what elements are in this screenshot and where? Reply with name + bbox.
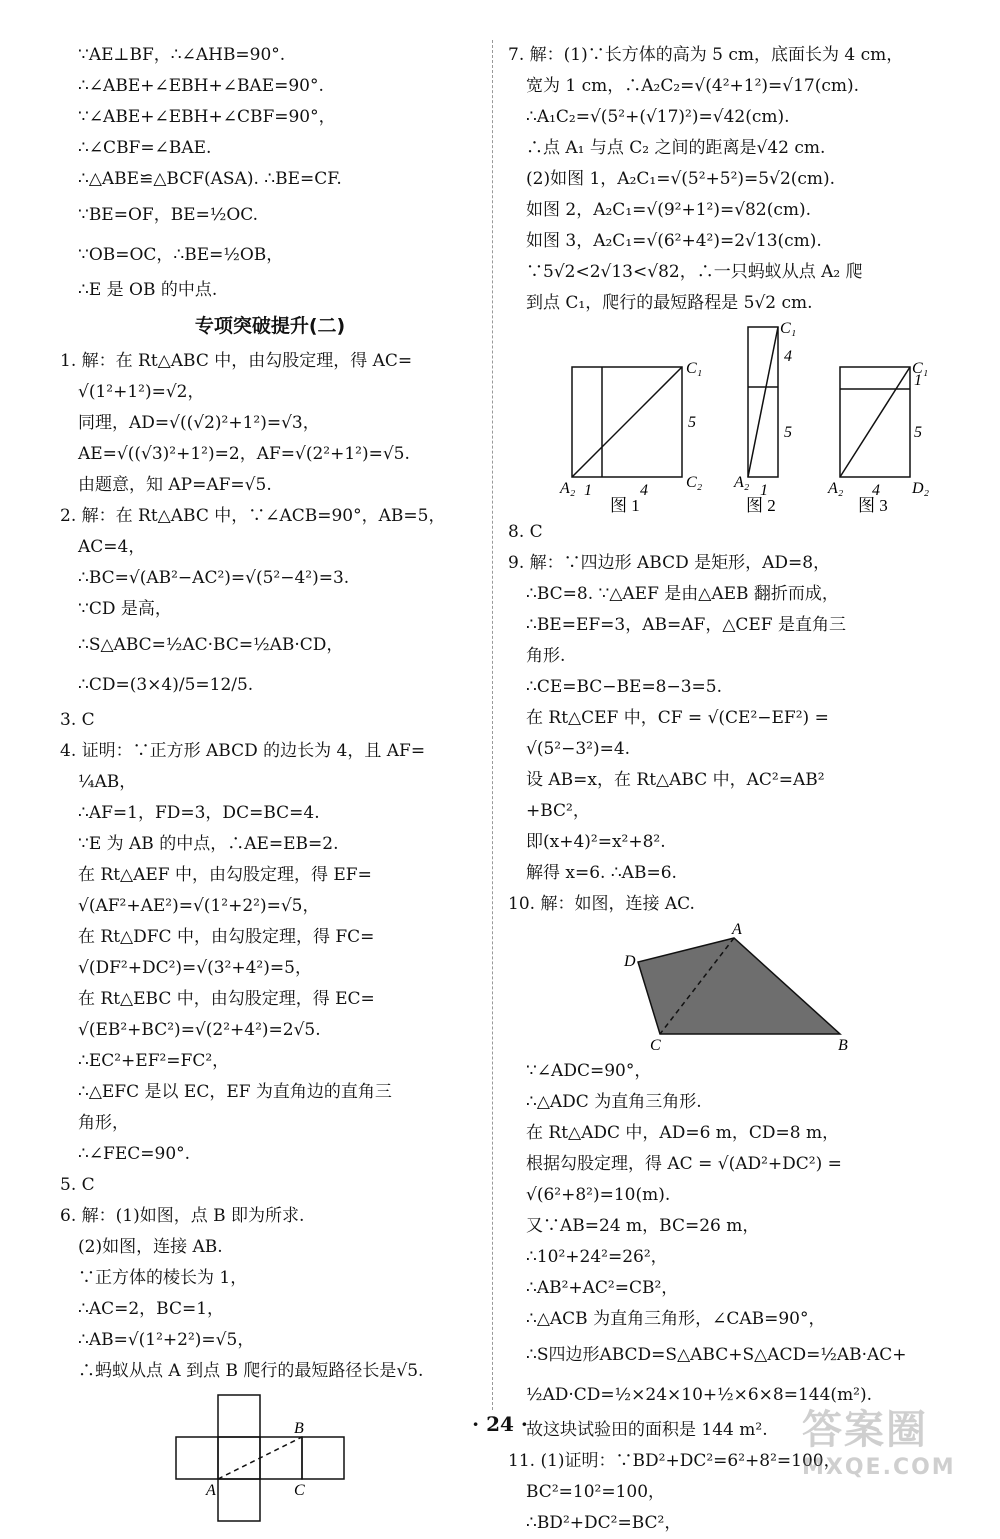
fig2-label: C₁ xyxy=(780,320,797,337)
text-line: ∵BE=OF，BE=½OC. xyxy=(78,205,259,225)
quadrilateral-abcd xyxy=(638,938,840,1034)
text-line: BC²=10²=100， xyxy=(526,1482,666,1502)
net-square xyxy=(218,1479,260,1521)
net-square xyxy=(218,1437,260,1479)
text-line: ∴CD=(3×4)/5=12/5. xyxy=(78,675,254,695)
column-divider xyxy=(492,40,493,1410)
text-line: √(AF²+AE²)=√(1²+2²)=√5， xyxy=(78,896,320,916)
fig3-label: 1 xyxy=(914,372,922,389)
text-line: ∵OB=OC，∴BE=½OB， xyxy=(78,245,284,265)
text-line: ∵5√2<2√13<√82，∴一只蚂蚁从点 A₂ 爬 xyxy=(526,262,863,282)
text-line: ∴△ACB 为直角三角形，∠CAB=90°， xyxy=(526,1309,826,1329)
net-square xyxy=(176,1437,218,1479)
right-column xyxy=(508,40,940,1539)
text-line: 故这块试验田的面积是 144 m². xyxy=(526,1420,768,1440)
text-line: +BC²， xyxy=(526,801,590,821)
text-line: ½AD·CD=½×24×10+½×6×8=144(m²). xyxy=(526,1385,873,1405)
text-line: √(6²+8²)=10(m). xyxy=(526,1185,671,1205)
fig1-caption: 图 1 xyxy=(610,496,640,515)
text-line: √(DF²+DC²)=√(3²+4²)=5， xyxy=(78,958,312,978)
text-line: 在 Rt△DFC 中，由勾股定理，得 FC= xyxy=(78,927,375,947)
net-square xyxy=(302,1437,344,1479)
fig3-label: A₂ xyxy=(828,480,844,497)
text-line: ∴∠FEC=90°. xyxy=(78,1144,191,1164)
text-line: 如图 3，A₂C₁=√(6²+4²)=2√13(cm). xyxy=(526,231,822,251)
cuboid-unfolding-figures xyxy=(524,320,930,515)
text-line: ∴10²+24²=26²， xyxy=(526,1247,668,1267)
point-a-label: A xyxy=(732,921,742,938)
point-b-label: B xyxy=(838,1037,848,1054)
text-line: ¼AB， xyxy=(78,772,137,792)
fig3-label: 4 xyxy=(872,482,880,499)
text-line: 6. 解：(1)如图，点 B 即为所求. xyxy=(60,1206,305,1226)
text-line: 4. 证明：∵正方形 ABCD 的边长为 4，且 AF= xyxy=(60,741,426,761)
text-line: ∴A₁C₂=√(5²+(√17)²)=√42(cm). xyxy=(526,107,790,127)
text-line: ∴∠ABE+∠EBH+∠BAE=90°. xyxy=(78,76,324,96)
text-line: ∴△ADC 为直角三角形. xyxy=(526,1092,702,1112)
text-line: 8. C xyxy=(508,522,543,542)
fig3-caption: 图 3 xyxy=(858,496,888,515)
text-line: √(EB²+BC²)=√(2²+4²)=2√5. xyxy=(78,1020,321,1040)
fig3-diagonal xyxy=(840,367,910,477)
text-line: 如图 2，A₂C₁=√(9²+1²)=√82(cm). xyxy=(526,200,811,220)
text-line: 解得 x=6. ∴AB=6. xyxy=(526,863,677,883)
text-line: 根据勾股定理，得 AC = √(AD²+DC²) = xyxy=(526,1154,842,1174)
text-line: ∵AE⊥BF，∴∠AHB=90°. xyxy=(78,45,286,65)
text-line: ∵E 为 AB 的中点，∴AE=EB=2. xyxy=(78,834,339,854)
text-line: ∴S△ABC=½AC·BC=½AB·CD， xyxy=(78,635,344,655)
text-line: 到点 C₁，爬行的最短路程是 5√2 cm. xyxy=(526,293,813,313)
fig2-label: 5 xyxy=(784,424,792,441)
watermark-top: 答案圈 xyxy=(802,1407,928,1453)
point-b-label: B xyxy=(294,1420,304,1437)
text-line: 设 AB=x，在 Rt△ABC 中，AC²=AB² xyxy=(526,770,825,790)
fig2-caption: 图 2 xyxy=(746,496,776,515)
text-line: ∴△ABE≌△BCF(ASA). ∴BE=CF. xyxy=(78,169,342,189)
quadrilateral-figure xyxy=(584,921,864,1054)
watermark-logo xyxy=(802,1398,982,1480)
text-line: ∴AF=1，FD=3，DC=BC=4. xyxy=(78,803,320,823)
fig3-label: D₂ xyxy=(912,480,930,497)
watermark-bottom: MXQE.COM xyxy=(802,1455,956,1480)
text-line: 7. 解：(1)∵长方体的高为 5 cm，底面长为 4 cm， xyxy=(508,45,904,65)
text-line: ∴点 A₁ 与点 C₂ 之间的距离是√42 cm. xyxy=(526,138,826,158)
text-line: ∴AB=√(1²+2²)=√5， xyxy=(78,1330,255,1350)
text-line: ∵CD 是高， xyxy=(78,599,172,619)
text-line: 在 Rt△CEF 中，CF = √(CE²−EF²) = xyxy=(526,708,829,728)
text-line: 角形， xyxy=(78,1113,129,1133)
text-line: ∴AB²+AC²=CB²， xyxy=(526,1278,679,1298)
text-line: 又∵AB=24 m，BC=26 m， xyxy=(526,1216,760,1236)
text-line: ∴EC²+EF²=FC²， xyxy=(78,1051,230,1071)
point-c-label: C xyxy=(294,1482,305,1499)
text-line: ∴E 是 OB 的中点. xyxy=(78,280,218,300)
text-line: (2)如图 1，A₂C₁=√(5²+5²)=5√2(cm). xyxy=(526,169,836,189)
fig3-label: C₁ xyxy=(912,360,929,377)
point-a-label: A xyxy=(206,1482,216,1499)
text-line: 在 Rt△EBC 中，由勾股定理，得 EC= xyxy=(78,989,375,1009)
fig1-diagonal xyxy=(572,367,682,477)
fig2-label: 4 xyxy=(784,348,792,365)
text-line: √(5²−3²)=4. xyxy=(526,739,631,759)
text-line: 同理，AD=√((√2)²+1²)=√3， xyxy=(78,413,320,433)
text-line: ∵∠ADC=90°， xyxy=(526,1061,652,1081)
text-line: 宽为 1 cm，∴A₂C₂=√(4²+1²)=√17(cm). xyxy=(526,76,860,96)
text-line: 10. 解：如图，连接 AC. xyxy=(508,894,695,914)
text-line: 即(x+4)²=x²+8². xyxy=(526,832,666,852)
fig2-label: 1 xyxy=(760,482,768,499)
fig3-label: 5 xyxy=(914,424,922,441)
fig2-diagonal xyxy=(748,327,778,477)
text-line: 3. C xyxy=(60,710,95,730)
text-line: AE=√((√3)²+1²)=2，AF=√(2²+1²)=√5. xyxy=(78,444,410,464)
text-line: ∵∠ABE+∠EBH+∠CBF=90°， xyxy=(78,107,336,127)
text-line: 2. 解：在 Rt△ABC 中，∵∠ACB=90°，AB=5， xyxy=(60,506,446,526)
text-line: AC=4， xyxy=(78,537,146,557)
fig1-label: 1 xyxy=(584,482,592,499)
fig2-label: A₂ xyxy=(734,474,750,491)
text-line: ∴蚂蚁从点 A 到点 B 爬行的最短路径长是√5. xyxy=(78,1361,424,1381)
fig1-label: A₂ xyxy=(560,480,576,497)
point-d-label: D xyxy=(624,953,636,970)
text-line: ∴BD²+DC²=BC²， xyxy=(526,1513,682,1533)
text-line: ∴BC=8. ∵△AEF 是由△AEB 翻折而成， xyxy=(526,584,839,604)
text-line: 11. (1)证明：∵BD²+DC²=6²+8²=100， xyxy=(508,1451,841,1471)
text-line: ∴S四边形ABCD=S△ABC+S△ACD=½AB·AC+ xyxy=(526,1345,907,1365)
text-line: ∴△EFC 是以 EC，EF 为直角边的直角三 xyxy=(78,1082,392,1102)
text-line: 由题意，知 AP=AF=√5. xyxy=(78,475,272,495)
text-line: 在 Rt△ADC 中，AD=6 m，CD=8 m， xyxy=(526,1123,840,1143)
page-number: · 24 · xyxy=(472,1412,528,1436)
text-line: ∵正方体的棱长为 1， xyxy=(78,1268,248,1288)
text-line: 1. 解：在 Rt△ABC 中，由勾股定理，得 AC= xyxy=(60,351,413,371)
text-line: ∴CE=BC−BE=8−3=5. xyxy=(526,677,723,697)
fig1-label: 5 xyxy=(688,414,696,431)
fig1-label: 4 xyxy=(640,482,648,499)
text-line: ∴BE=EF=3，AB=AF，△CEF 是直角三 xyxy=(526,615,847,635)
left-column xyxy=(60,40,480,1531)
text-line: ∴∠CBF=∠BAE. xyxy=(78,138,212,158)
text-line: 在 Rt△AEF 中，由勾股定理，得 EF= xyxy=(78,865,372,885)
text-line: 角形. xyxy=(526,646,566,666)
text-line: 5. C xyxy=(60,1175,95,1195)
text-line: ∴BC=√(AB²−AC²)=√(5²−4²)=3. xyxy=(78,568,350,588)
net-square xyxy=(260,1437,302,1479)
section-title: 专项突破提升(二) xyxy=(194,315,346,337)
text-line: (2)如图，连接 AB. xyxy=(78,1237,223,1257)
fig1-label: C₂ xyxy=(686,474,703,491)
text-line: 9. 解：∵四边形 ABCD 是矩形，AD=8， xyxy=(508,553,831,573)
text-line: √(1²+1²)=√2， xyxy=(78,382,205,402)
point-c-label: C xyxy=(650,1037,661,1054)
fig1-label: C₁ xyxy=(686,360,703,377)
text-line: ∴AC=2，BC=1， xyxy=(78,1299,225,1319)
